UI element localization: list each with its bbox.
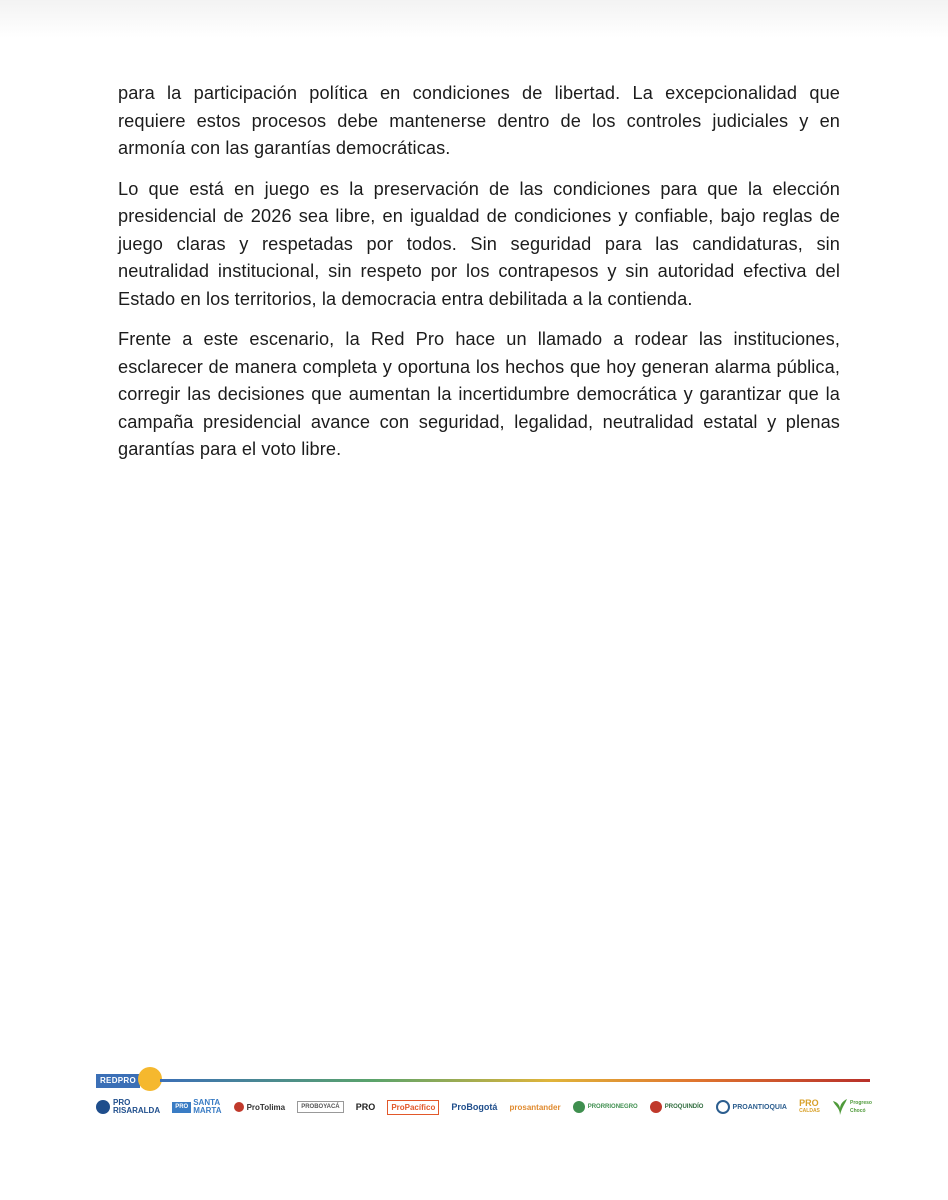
caldas-emblem-icon: PRO CALDAS (799, 1098, 820, 1114)
logo-proquindio: PROQUINDÍO (650, 1101, 704, 1113)
logo-prorrionegro: PRORRIONEGRO (573, 1101, 638, 1113)
antioquia-emblem-icon (716, 1100, 730, 1114)
paragraph: para la participación política en condiciones de libertad. La excepcionalidad que requiere estos procesos debe mantenerse dentro de los controles judiciales y en armonía con las garantías democráticas. (118, 83, 840, 158)
document-body (118, 80, 840, 477)
logo-propacifico (387, 1100, 439, 1115)
square-emblem-icon: PRO (172, 1102, 191, 1113)
paragraph: Frente a este escenario, la Red Pro hace un llamado a rodear las instituciones, esclarecer de manera completa y oportuna los hechos que hoy generan alarma pública, corregir las decisiones que aumentan la incertidumbre democrática y garantizar que la campaña presidencial avance con seguridad, legalidad, neutralidad estatal y plenas garantías para el voto libre. (118, 329, 840, 459)
circle-emblem-icon (96, 1100, 110, 1114)
logo-pro-caldas (799, 1099, 820, 1115)
logo-proboyaca (297, 1101, 343, 1113)
rionegro-emblem-icon (573, 1101, 585, 1113)
footer-divider (160, 1079, 870, 1082)
tolima-emblem-icon (234, 1102, 244, 1112)
logo-probogota (451, 1102, 497, 1112)
paragraph: Lo que está en juego es la preservación de las condiciones para que la elección presidencial de 2026 sea libre, en igualdad de condiciones y confiable, bajo reglas de juego claras y respetadas por todos. Sin seguridad para las candidaturas, sin neutralidad institucional, sin respeto por los contrapesos y sin autoridad efectiva del Estado en los territorios, la democracia entra debilitada a la contienda. (118, 178, 840, 309)
redpro-circle-icon (138, 1067, 162, 1091)
pacifico-emblem-icon: ProPacífico (387, 1100, 439, 1115)
logo-santa-marta: PRO SANTA MARTA (172, 1099, 221, 1115)
bogota-emblem-icon: ProBogotá (451, 1102, 498, 1112)
santander-emblem-icon: prosantander (509, 1102, 561, 1112)
page-top-edge (0, 0, 948, 38)
partner-logos (96, 1094, 872, 1120)
boyaca-emblem-icon: PROBOYACÁ (297, 1101, 343, 1113)
quindio-emblem-icon (650, 1101, 662, 1113)
logo-prosantander (509, 1103, 560, 1112)
logo-progreso-choco: Progreso Chocó (832, 1098, 872, 1116)
pro-emblem-icon: PRO (355, 1102, 376, 1112)
redpro-label: REDPRO (96, 1074, 140, 1088)
logo-pro-risaralda: PRO RISARALDA (96, 1099, 160, 1115)
logo-pro (356, 1102, 376, 1112)
logo-protolima: ProTolima (234, 1102, 286, 1112)
footer-logo-strip (96, 1066, 872, 1126)
choco-leaf-icon (832, 1098, 848, 1116)
logo-proantioquia: PROANTIOQUIA (716, 1100, 787, 1114)
